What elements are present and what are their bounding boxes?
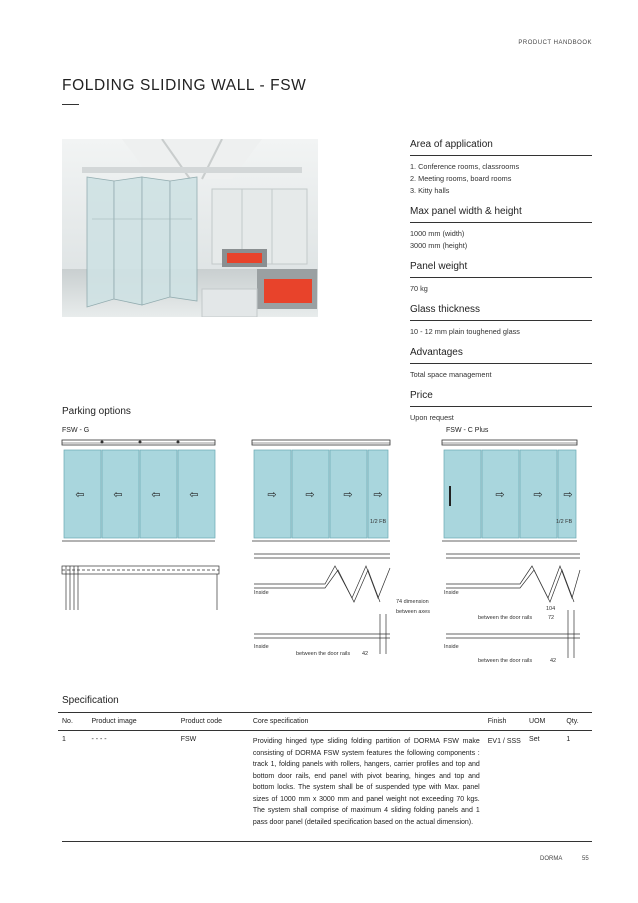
property-list: [410, 136, 592, 430]
col-finish: Finish: [484, 713, 525, 731]
elevation-fsw-g: [62, 440, 215, 541]
property-value: [410, 364, 592, 387]
cell-code: FSW: [180, 736, 197, 743]
property-advantages: [410, 347, 592, 387]
svg-text:⇨: ⇨: [563, 488, 573, 501]
footer-rule: [62, 841, 592, 842]
property-value: [410, 278, 592, 301]
property-panel-size: [410, 206, 592, 258]
elevation-fsw-middle: [252, 440, 390, 541]
table-header-row: [58, 713, 592, 731]
parking-heading: Parking options: [62, 406, 131, 417]
cell-qty: 1: [566, 736, 571, 743]
col-no: No.: [58, 713, 87, 731]
property-value: [410, 156, 592, 203]
property-heading: Price: [410, 390, 592, 407]
cell-image: - - - -: [91, 736, 107, 743]
svg-text:⇨: ⇨: [267, 488, 277, 501]
property-line: 1000 mm (width): [410, 229, 465, 238]
col-core-spec: Core specification: [249, 713, 484, 731]
between-rails-label-2: between the door rails: [478, 615, 533, 621]
plan-fsw-c-plus: [446, 554, 580, 658]
svg-text:⇨: ⇨: [495, 488, 505, 501]
product-photo: [62, 139, 318, 317]
svg-text:⇦: ⇦: [75, 488, 85, 501]
col-uom: UOM: [525, 713, 562, 731]
property-line: Upon request: [410, 413, 454, 422]
cell-core-spec: Providing hinged type sliding folding partition of DORMA FSW make consisting of DORMA FSW system features the following components : track 1, folding panels with rollers, hangers, carrier profiles and top and bottom door rails, end panel with pivot bearing, hinges and top and bottom locks. The system shall be of suspended type with Max. panel sizes of 1000 mm x 3000 mm and panel weight not exceeding 70 kgs. The system shall comprise of maximum 4 sliding folding panels and 1 pass door panel (detailed specification based on the actual dimension).: [252, 738, 480, 826]
property-line: 3. Kitty halls: [410, 186, 450, 195]
property-line: 10 - 12 mm plain toughened glass: [410, 327, 520, 336]
inside-label-2: Inside: [444, 590, 459, 596]
plan-fsw-g: [62, 566, 219, 610]
property-value: [410, 223, 592, 258]
property-line: 2. Meeting rooms, board rooms: [410, 174, 512, 183]
label-fsw-c-plus: FSW - C Plus: [446, 427, 489, 434]
dimension-104-label: 104: [546, 606, 556, 612]
svg-text:⇦: ⇦: [113, 488, 123, 501]
between-axes-label: between axes: [396, 609, 430, 615]
specification-heading: Specification: [62, 695, 119, 706]
cell-uom: Set: [529, 736, 540, 743]
svg-text:⇦: ⇦: [151, 488, 161, 501]
footer-brand: DORMA: [540, 856, 563, 862]
cell-no: 1: [62, 736, 66, 743]
property-value: [410, 407, 592, 430]
property-line: 70 kg: [410, 284, 428, 293]
dimension-42-label-1: 42: [362, 651, 369, 657]
label-fsw-g: FSW - G: [62, 427, 90, 434]
page-title: FOLDING SLIDING WALL - FSW: [62, 77, 307, 94]
elevation-drawings: [60, 436, 582, 548]
specification-table: [58, 712, 592, 833]
between-rails-label-1: between the door rails: [296, 651, 351, 657]
svg-text:⇦: ⇦: [189, 488, 199, 501]
page-number: 55: [582, 856, 589, 862]
property-line: 3000 mm (height): [410, 241, 468, 250]
col-qty: Qty.: [562, 713, 592, 731]
property-glass: [410, 304, 592, 344]
property-panel-weight: [410, 261, 592, 301]
dimension-72-label: 72: [548, 615, 555, 621]
property-price: [410, 390, 592, 430]
inside-label-3: Inside: [254, 644, 269, 650]
plan-fsw-middle: [254, 554, 390, 654]
property-heading: Advantages: [410, 347, 592, 364]
property-line: 1. Conference rooms, classrooms: [410, 162, 520, 171]
cell-finish: EV1 / SSS: [487, 738, 521, 745]
property-heading: Max panel width & height: [410, 206, 592, 223]
inside-label-4: Inside: [444, 644, 459, 650]
col-product-code: Product code: [177, 713, 249, 731]
svg-text:⇨: ⇨: [533, 488, 543, 501]
property-heading: Area of application: [410, 139, 592, 156]
title-underline: [62, 104, 79, 105]
dimension-42-label-2: 42: [550, 658, 557, 664]
property-line: Total space management: [410, 370, 492, 379]
fb-label-2: 1/2 FB: [556, 519, 573, 525]
inside-label-1: Inside: [254, 590, 269, 596]
dimension-74-label: 74 dimension: [396, 599, 429, 605]
svg-text:⇨: ⇨: [373, 488, 383, 501]
table-row: [58, 731, 592, 834]
between-rails-label-3: between the door rails: [478, 658, 533, 664]
property-value: [410, 321, 592, 344]
property-heading: Panel weight: [410, 261, 592, 278]
elevation-fsw-c-plus: [442, 440, 577, 541]
svg-text:⇨: ⇨: [343, 488, 353, 501]
handbook-label: PRODUCT HANDBOOK: [518, 40, 592, 46]
col-product-image: Product image: [87, 713, 176, 731]
property-area: [410, 139, 592, 203]
fb-label-1: 1/2 FB: [370, 519, 387, 525]
svg-text:⇨: ⇨: [305, 488, 315, 501]
property-heading: Glass thickness: [410, 304, 592, 321]
